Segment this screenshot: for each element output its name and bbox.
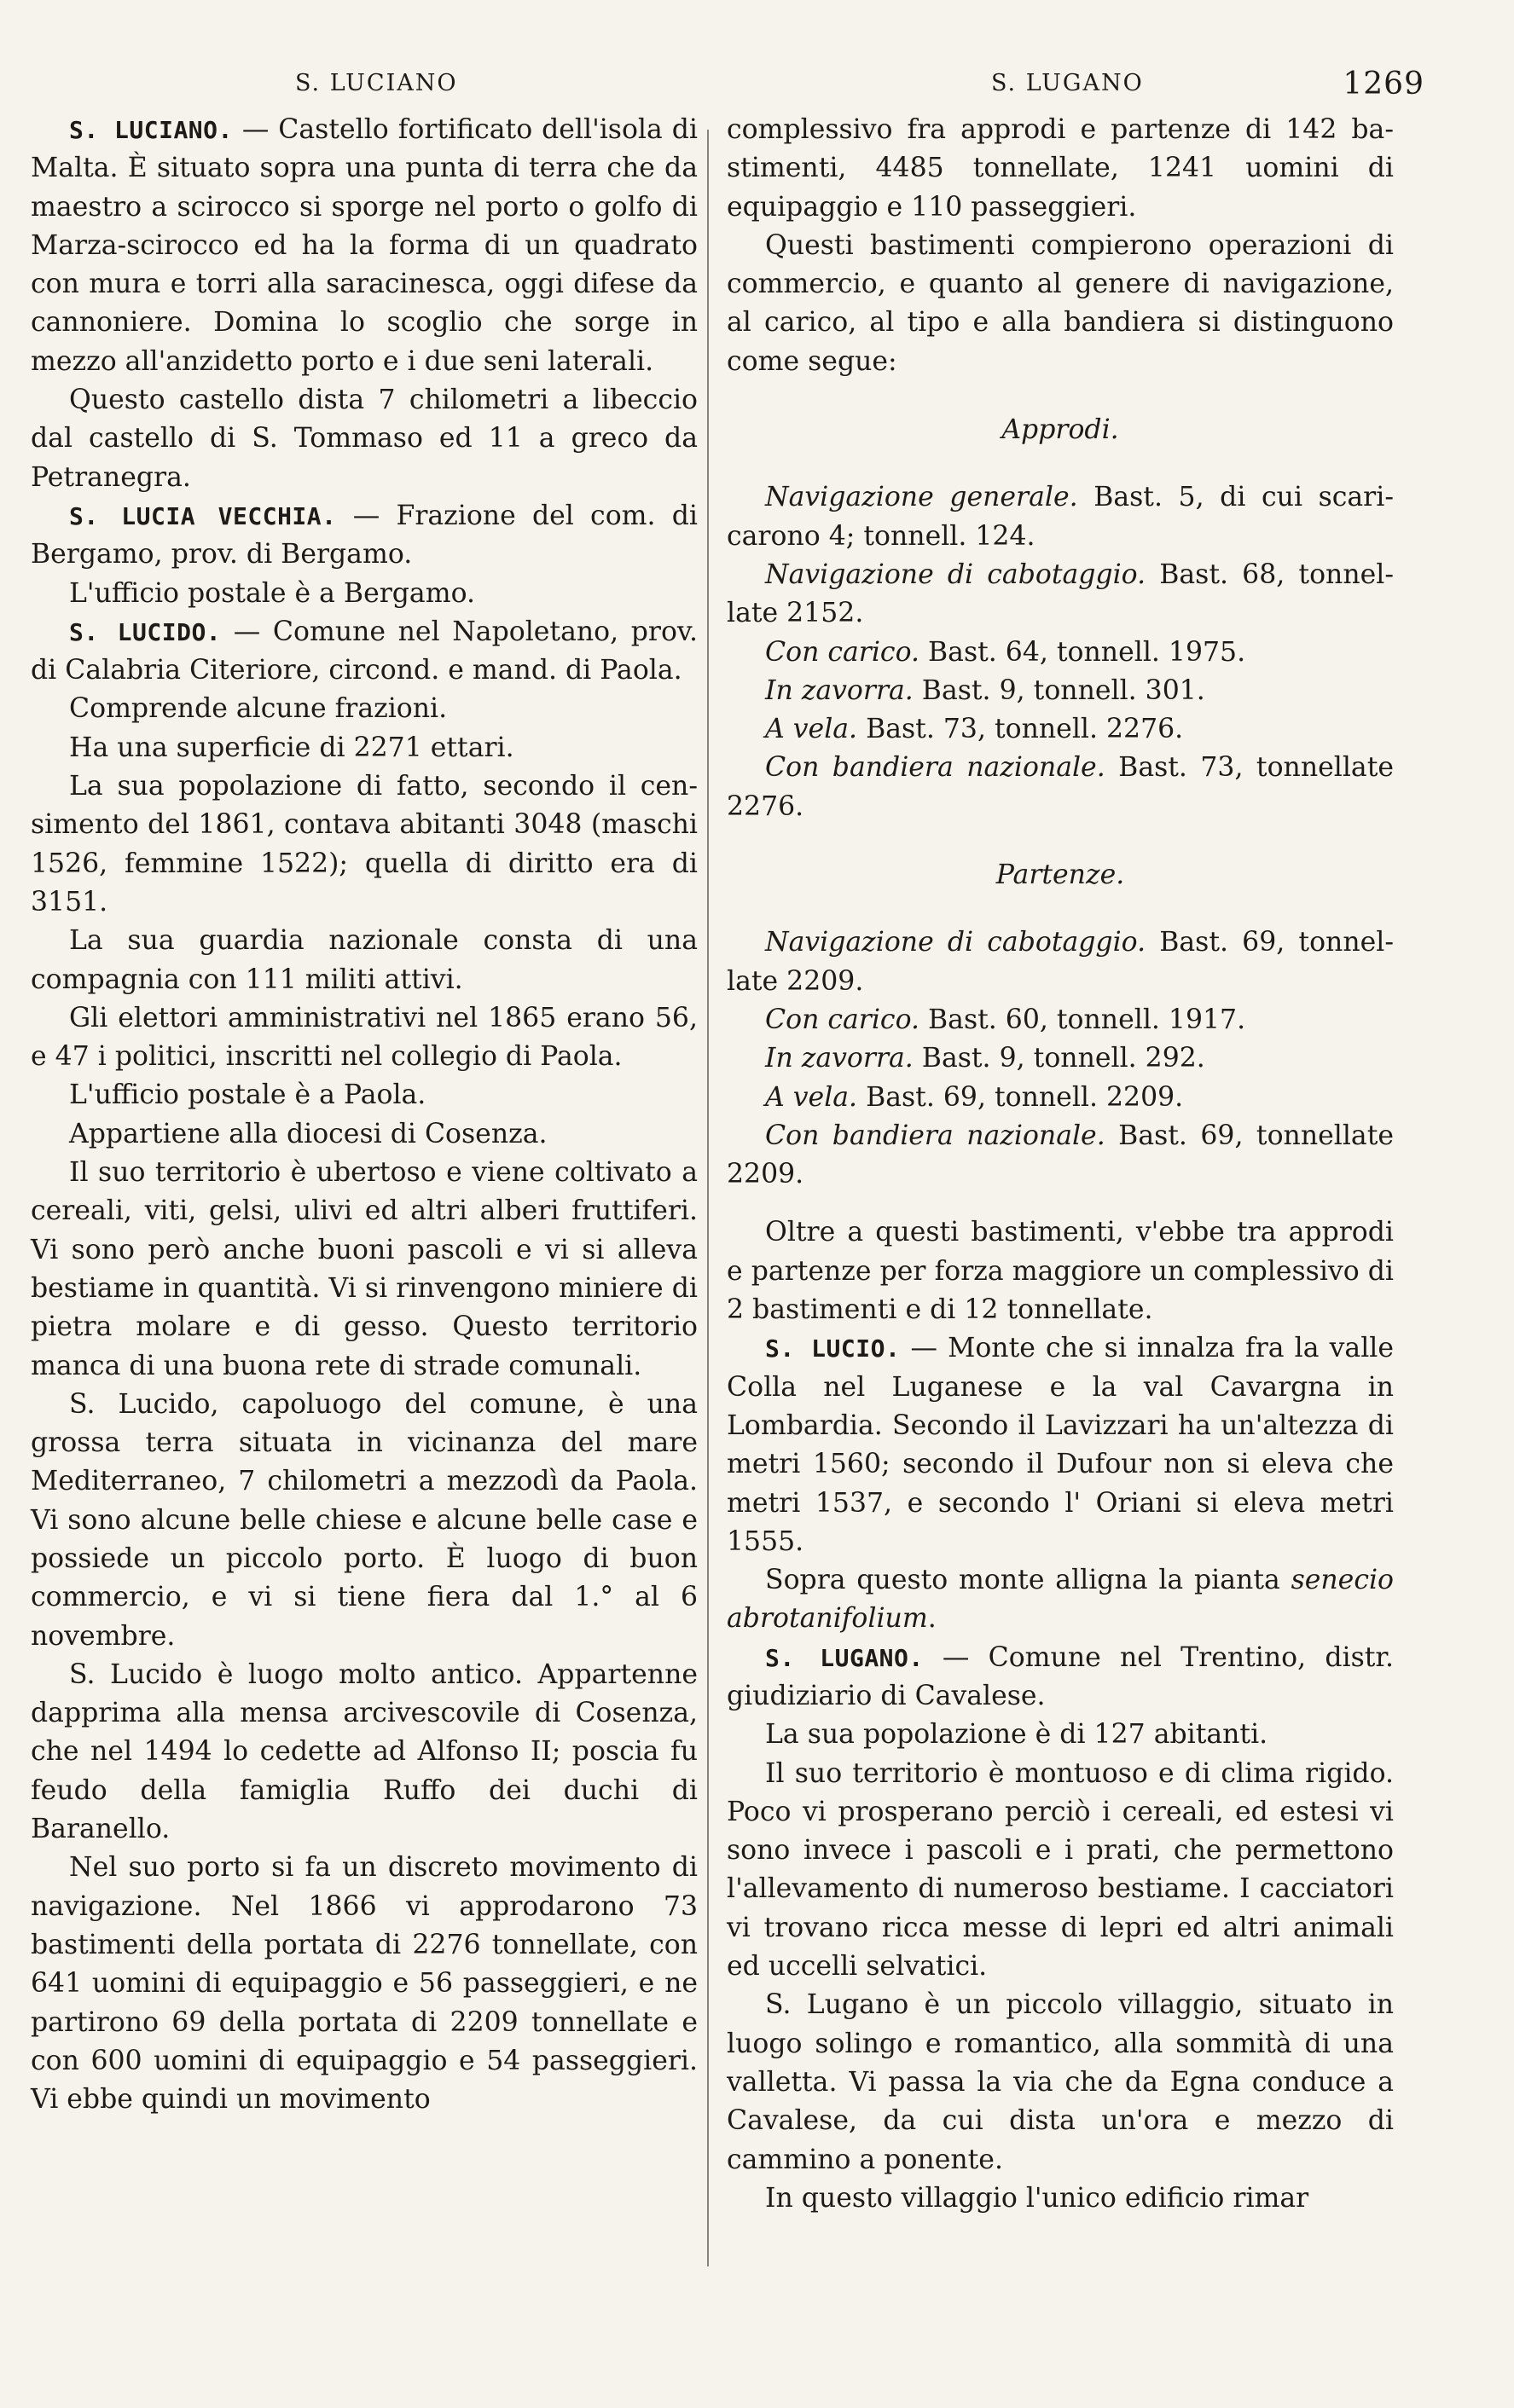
stat-line: A vela. Bast. 73, tonnell. 2276. — [765, 714, 1184, 745]
paragraph: La sua popolazione di fatto, secondo il censimento del 1861, contava abitanti 3048 (maschi 1526, femmine 1522); quella di diritto era di 3151. — [31, 771, 698, 917]
left-column — [31, 111, 698, 2119]
section-title-partenze: Partenze. — [995, 860, 1125, 891]
italic-label: Navigazione di cabotaggio. — [765, 927, 1146, 958]
paragraph: complessivo fra approdi e partenze di 142 bastimenti, 4485 tonnellate, 1241 uomini di equipaggio e 110 passeggieri. — [727, 114, 1394, 223]
paragraph: Gli elettori amministrativi nel 1865 erano 56, e 47 i politici, inscritti nel collegio di Paola. — [31, 1002, 698, 1073]
paragraph: S. LUCIO. — Monte che si innalza fra la valle Colla nel Luganese e la val Cavargna in Lombardia. Secondo il Lavizzari ha un'altezza di metri 1560; secondo il Dufour non si eleva che metri 1537, e secondo l' Oriani si eleva metri 1555. — [727, 1333, 1394, 1557]
stat-line: Navigazione di cabotaggio. Bast. 68, tonnellate 2152. — [727, 559, 1394, 629]
paragraph: Il suo territorio è ubertoso e viene coltivato a cereali, viti, gelsi, ulivi ed altri alberi fruttiferi. Vi sono però anche buoni pascoli e vi si alleva bestiame in quantità. Vi si rinvengono miniere di pietra molare e di gesso. Questo territorio manca di una buona rete di strade comunali. — [31, 1157, 698, 1381]
paragraph: S. Lucido è luogo molto antico. Appartenne dapprima alla mensa arcivescovile di Cosenza, che nel 1494 lo cedette ad Alfonso II; poscia fu feudo della famiglia Ruffo dei duchi di Baranello. — [31, 1658, 698, 1845]
section-title-approdi: Approdi. — [1001, 414, 1119, 446]
italic-term: senecio abrotanifolium — [727, 1565, 1394, 1635]
italic-label: In zavorra. — [765, 674, 914, 706]
spacer — [727, 1194, 1394, 1213]
stat-line: Con bandiera nazionale. Bast. 73, tonnellate 2276. — [727, 752, 1394, 822]
paragraph: La sua popolazione è di 127 abitanti. — [765, 1719, 1268, 1751]
paragraph: S. LUCIA VECCHIA. — Frazione del com. di Bergamo, prov. di Bergamo. — [31, 500, 699, 570]
paragraph: Nel suo porto si fa un discreto movimento di navigazione. Nel 1866 vi approdarono 73 bastimenti della portata di 2276 tonnellate, con 641 uomini di equipaggio e 56 passeggieri, e ne partirono 69 della portata di 2209 tonnellate e con 600 uomini di equipaggio e 54 passeggieri. Vi ebbe quindi un movimento — [31, 1852, 698, 2116]
stat-line: Con carico. Bast. 64, tonnell. 1975. — [765, 636, 1246, 668]
italic-label: In zavorra. — [765, 1043, 914, 1074]
paragraph: Ha una superficie di 2271 ettari. — [69, 732, 514, 763]
entry-headword: S. LUCIDO. — [69, 617, 222, 646]
paragraph: L'ufficio postale è a Paola. — [69, 1080, 426, 1111]
entry-headword: S. LUGANO. — [765, 1643, 924, 1672]
paragraph: In questo villaggio l'unico edificio rimar — [765, 2182, 1309, 2214]
paragraph: Oltre a questi bastimenti, v'ebbe tra approdi e partenze per forza maggiore un complessivo di 2 bastimenti e di 12 tonnellate. — [727, 1217, 1394, 1326]
stat-line: Navigazione di cabotaggio. Bast. 69, tonnellate 2209. — [727, 927, 1394, 997]
italic-label: Navigazione di cabotaggio. — [765, 559, 1146, 590]
paragraph: S. Lugano è un piccolo villaggio, situato in luogo solingo e romantico, alla sommità di una valletta. Vi passa la via che da Egna conduce a Cavalese, da cui dista un'ora e mezzo di cammino a ponente. — [727, 1989, 1394, 2175]
paragraph: Appartiene alla diocesi di Cosenza. — [69, 1118, 548, 1149]
paragraph: S. LUCIDO. — Comune nel Napoletano, prov. di Calabria Citeriore, circond. e mand. di Paola. — [31, 616, 698, 686]
paragraph: Questi bastimenti compierono operazioni di commercio, e quanto al genere di navigazione, al carico, al tipo e alla bandiera si distinguono come segue: — [727, 229, 1394, 377]
running-head-left: S. LUCIANO — [295, 70, 458, 96]
entry-headword: S. LUCIANO. — [69, 116, 233, 144]
stat-line: Navigazione generale. Bast. 5, di cui scaricarono 4; tonnell. 124. — [727, 482, 1394, 552]
stat-line: Con carico. Bast. 60, tonnell. 1917. — [765, 1004, 1246, 1035]
entry-headword: S. LUCIA VECCHIA. — [69, 501, 337, 530]
entry-headword: S. LUCIO. — [765, 1334, 901, 1363]
paragraph: S. Lucido, capoluogo del comune, è una grossa terra situata in vicinanza del mare Mediterraneo, 7 chilometri a mezzodì da Paola. Vi sono alcune belle chiese e alcune belle case e possiede un piccolo porto. È luogo di buon commercio, e vi si tiene fiera dal 1.° al 6 novembre. — [31, 1388, 698, 1652]
running-head-right: S. LUGANO — [991, 70, 1144, 96]
stat-line: Con bandiera nazionale. Bast. 69, tonnellate 2209. — [727, 1120, 1394, 1190]
italic-label: Con bandiera nazionale. — [765, 752, 1105, 784]
italic-label: A vela. — [765, 1081, 858, 1113]
paragraph: S. LUCIANO. — Castello fortificato dell'isola di Malta. È situato sopra una punta di terra che da maestro a scirocco si sporge nel porto o golfo di Marza-scirocco ed ha la forma di un quadrato con mura e torri alla saracinesca, oggi difese da cannoniere. Domina lo scoglio che sorge in mezzo all'anzidetto porto e i due seni laterali. — [31, 114, 698, 377]
italic-label: Con carico. — [765, 1004, 919, 1035]
page-number: 1269 — [1343, 67, 1424, 101]
paragraph: La sua guardia nazionale consta di una compagnia con 111 militi attivi. — [31, 925, 698, 995]
right-column — [727, 111, 1394, 2218]
italic-label: Con carico. — [765, 636, 919, 668]
paragraph: Sopra questo monte alligna la pianta senecio abrotanifolium. — [727, 1565, 1394, 1635]
stat-line: In zavorra. Bast. 9, tonnell. 292. — [765, 1043, 1205, 1074]
column-divider — [707, 130, 709, 2266]
paragraph: S. LUGANO. — Comune nel Trentino, distr. giudiziario di Cavalese. — [727, 1641, 1394, 1711]
paragraph: Il suo territorio è montuoso e di clima rigido. Poco vi prosperano perciò i cereali, ed estesi vi sono invece i pascoli e i prati, che permettono l'allevamento di numeroso bestiame. I cacciatori vi trovano ricca messe di lepri ed altri animali ed uccelli selvatici. — [727, 1757, 1394, 1983]
italic-label: A vela. — [765, 714, 858, 745]
stat-line: In zavorra. Bast. 9, tonnell. 301. — [765, 674, 1205, 706]
italic-label: Navigazione generale. — [765, 482, 1078, 513]
stat-line: A vela. Bast. 69, tonnell. 2209. — [765, 1081, 1184, 1113]
paragraph: Questo castello dista 7 chilometri a libeccio dal castello di S. Tommaso ed 11 a greco da Petranegra. — [31, 385, 698, 493]
paragraph: Comprende alcune frazioni. — [69, 693, 448, 725]
paragraph: L'ufficio postale è a Bergamo. — [69, 577, 476, 609]
italic-label: Con bandiera nazionale. — [765, 1120, 1105, 1151]
